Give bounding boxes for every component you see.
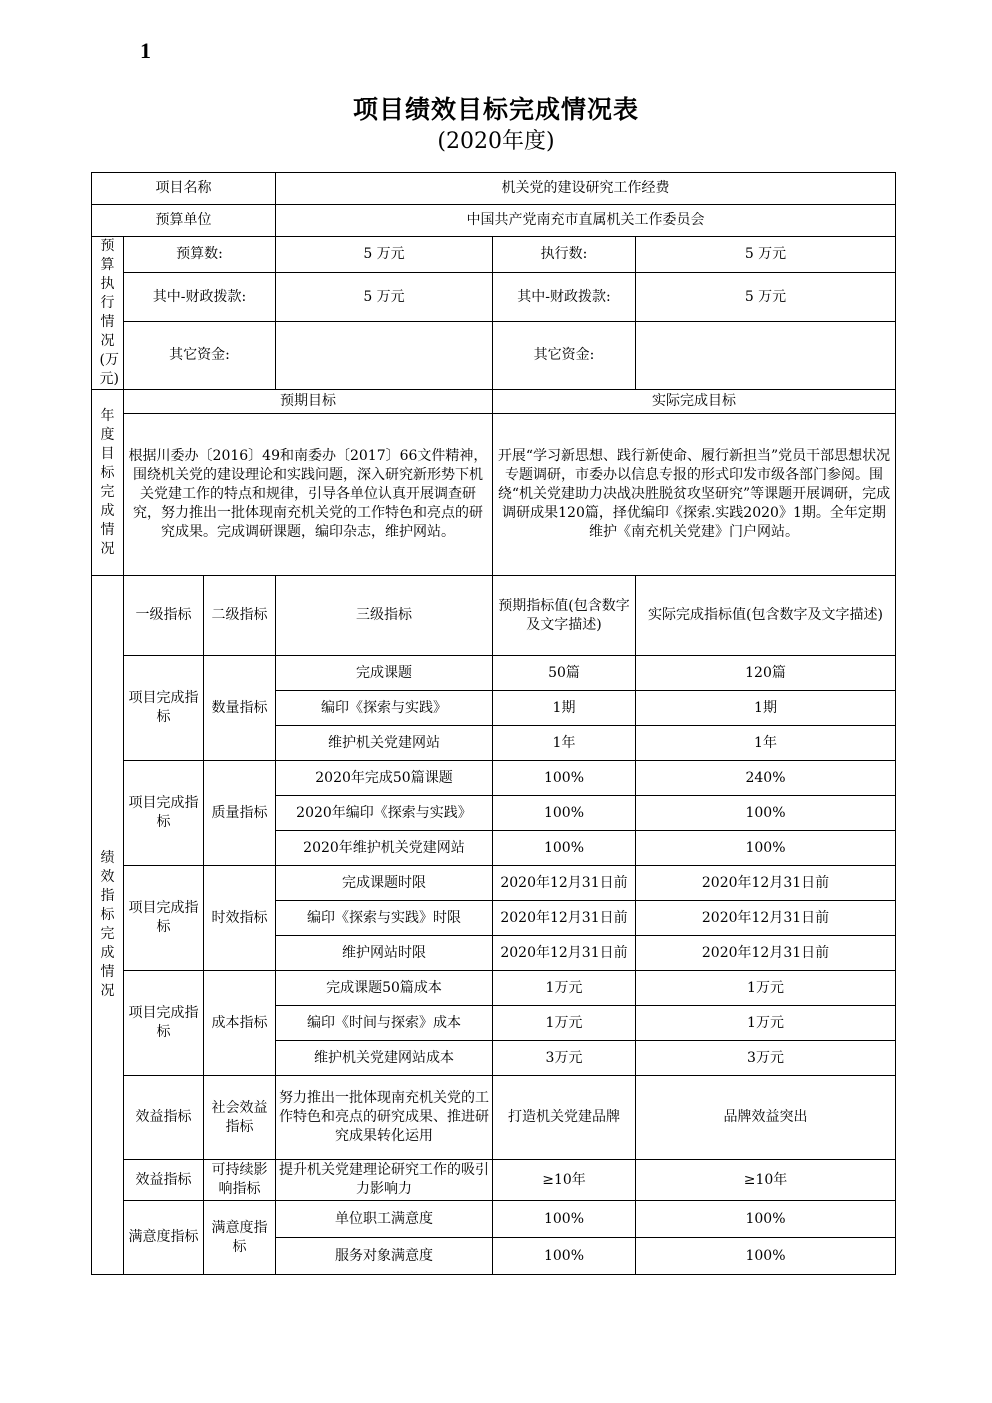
indicator-expected: 100% [493,761,636,796]
indicator-name: 提升机关党建理论研究工作的吸引力影响力 [276,1160,493,1201]
group-level1: 效益指标 [124,1076,204,1160]
indicator-actual: 240% [636,761,896,796]
indicator-name: 维护网站时限 [276,936,493,971]
budget-unit-value: 中国共产党南充市直属机关工作委员会 [276,205,896,237]
indicator-name: 完成课题50篇成本 [276,971,493,1006]
budget-amount-label: 预算数: [124,237,276,273]
expected-target-text: 根据川委办〔2016〕49和南委办〔2017〕66文件精神，围绕机关党的建设理论和实践问题，深入研究新形势下机关党建工作的特点和规律，引导各单位认真开展调查研究，努力推出一批体现南充机关党的工作特色和亮点的研究成果。完成调研课题，编印杂志，维护网站。 [124,414,493,576]
other-funds-value [276,322,493,390]
indicator-actual: 2020年12月31日前 [636,901,896,936]
group-level1: 满意度指标 [124,1201,204,1275]
fiscal-value: 5 万元 [276,273,493,322]
indicator-name: 完成课题 [276,656,493,691]
indicator-expected: 50篇 [493,656,636,691]
indicator-name: 维护机关党建网站成本 [276,1041,493,1076]
indicator-actual: 100% [636,796,896,831]
indicator-expected: 2020年12月31日前 [493,866,636,901]
indicator-name: 2020年维护机关党建网站 [276,831,493,866]
indicator-actual: 1期 [636,691,896,726]
page-number: 1 [140,38,151,63]
indicator-name: 维护机关党建网站 [276,726,493,761]
indicator-expected: 2020年12月31日前 [493,936,636,971]
fiscal-value-exec: 5 万元 [636,273,896,322]
project-name-label: 项目名称 [92,173,276,205]
indicator-actual: 1万元 [636,1006,896,1041]
indicator-expected: 100% [493,1238,636,1275]
indicator-name: 编印《探索与实践》 [276,691,493,726]
group-level1: 效益指标 [124,1160,204,1201]
other-funds-value-exec [636,322,896,390]
annual-section-label: 年度目标完成情况 [92,390,124,576]
indicator-actual: 3万元 [636,1041,896,1076]
indicator-expected: 100% [493,1201,636,1238]
indicator-name: 服务对象满意度 [276,1238,493,1275]
indicator-actual: ≥10年 [636,1160,896,1201]
indicator-actual: 2020年12月31日前 [636,936,896,971]
indicator-actual: 1万元 [636,971,896,1006]
group-level2: 质量指标 [204,761,276,866]
indicator-name: 2020年编印《探索与实践》 [276,796,493,831]
indicator-actual: 120篇 [636,656,896,691]
level3-header: 三级指标 [276,576,493,656]
group-level2: 满意度指标 [204,1201,276,1275]
indicator-actual: 2020年12月31日前 [636,866,896,901]
indicator-expected: 3万元 [493,1041,636,1076]
group-level1: 项目完成指标 [124,866,204,971]
actual-target-text: 开展“学习新思想、践行新使命、履行新担当”党员干部思想状况专题调研，市委办以信息专报的形式印发市级各部门参阅。围绕“机关党建助力决战决胜脱贫攻坚研究”等课题开展调研，完成调研成果120篇，择优编印《探索.实践2020》1期。全年定期维护《南充机关党建》门户网站。 [493,414,896,576]
other-funds-label-exec: 其它资金: [493,322,636,390]
indicator-name: 2020年完成50篇课题 [276,761,493,796]
indicator-expected: 100% [493,831,636,866]
page-title: 项目绩效目标完成情况表 [352,95,639,124]
budget-amount-value: 5 万元 [276,237,493,273]
indicator-expected: 100% [493,796,636,831]
group-level2: 成本指标 [204,971,276,1076]
indicator-name: 编印《时间与探索》成本 [276,1006,493,1041]
indicator-actual: 100% [636,831,896,866]
performance-table [91,172,896,1275]
budget-section-label: 预算执行情况(万元) [92,237,124,390]
other-funds-label: 其它资金: [124,322,276,390]
indicator-expected: ≥10年 [493,1160,636,1201]
group-level1: 项目完成指标 [124,761,204,866]
indicator-expected: 2020年12月31日前 [493,901,636,936]
actual-value-header: 实际完成指标值(包含数字及文字描述) [636,576,896,656]
group-level1: 项目完成指标 [124,971,204,1076]
indicator-actual: 1年 [636,726,896,761]
indicator-expected: 1年 [493,726,636,761]
fiscal-label: 其中-财政拨款: [124,273,276,322]
actual-target-header: 实际完成目标 [493,390,896,414]
level1-header: 一级指标 [124,576,204,656]
budget-unit-label: 预算单位 [92,205,276,237]
fiscal-label-exec: 其中-财政拨款: [493,273,636,322]
expected-value-header: 预期指标值(包含数字及文字描述) [493,576,636,656]
indicator-name: 单位职工满意度 [276,1201,493,1238]
indicator-actual: 100% [636,1238,896,1275]
expected-target-header: 预期目标 [124,390,493,414]
indicator-expected: 1万元 [493,971,636,1006]
indicator-expected: 打造机关党建品牌 [493,1076,636,1160]
indicator-expected: 1万元 [493,1006,636,1041]
page-subtitle: (2020年度) [437,129,555,154]
indicator-actual: 100% [636,1201,896,1238]
group-level1: 项目完成指标 [124,656,204,761]
indicator-name: 完成课题时限 [276,866,493,901]
group-level2: 时效指标 [204,866,276,971]
group-level2: 数量指标 [204,656,276,761]
indicator-name: 编印《探索与实践》时限 [276,901,493,936]
exec-amount-label: 执行数: [493,237,636,273]
project-name-value: 机关党的建设研究工作经费 [276,173,896,205]
indicator-name: 努力推出一批体现南充机关党的工作特色和亮点的研究成果、推进研究成果转化运用 [276,1076,493,1160]
group-level2: 可持续影响指标 [204,1160,276,1201]
exec-amount-value: 5 万元 [636,237,896,273]
group-level2: 社会效益指标 [204,1076,276,1160]
indicator-actual: 品牌效益突出 [636,1076,896,1160]
indicator-expected: 1期 [493,691,636,726]
level2-header: 二级指标 [204,576,276,656]
indicators-section-label: 绩效指标完成情况 [92,576,124,1275]
